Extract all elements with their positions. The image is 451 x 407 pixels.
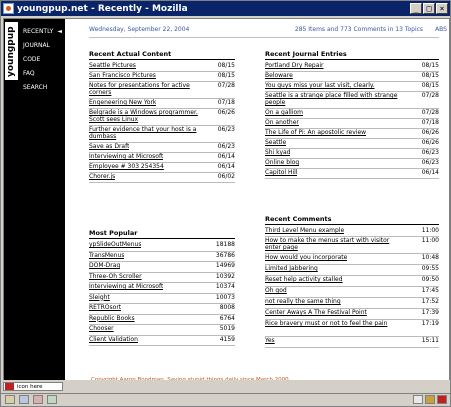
item-date: 08/15 bbox=[421, 82, 439, 89]
recent-journal-section bbox=[265, 50, 439, 179]
item-title[interactable]: TransMenus bbox=[89, 251, 125, 259]
window-title: youngpup.net - Recently - Mozilla bbox=[17, 3, 188, 14]
item-title[interactable]: Republic Books bbox=[89, 314, 135, 322]
item-count: 10392 bbox=[215, 272, 235, 280]
section-heading: Recent Comments bbox=[265, 215, 439, 225]
location-box[interactable] bbox=[3, 382, 63, 391]
item-date: 06/23 bbox=[421, 149, 439, 156]
item-date: 06/26 bbox=[217, 109, 235, 116]
list-item[interactable] bbox=[265, 139, 439, 149]
item-title[interactable]: Reset help activity stalled bbox=[265, 276, 343, 283]
list-item[interactable] bbox=[89, 262, 235, 273]
list-item[interactable] bbox=[89, 62, 235, 72]
header-line bbox=[89, 26, 447, 37]
list-item[interactable] bbox=[89, 109, 235, 126]
item-title[interactable]: Belgrade is a Windows programmer. Scott sees Linux bbox=[89, 109, 198, 123]
item-title[interactable]: ypSlideOutMenus bbox=[89, 241, 142, 248]
item-title[interactable]: RETROsort bbox=[89, 304, 122, 311]
nav-item-label: RECENTLY bbox=[23, 28, 54, 35]
item-count: 14969 bbox=[215, 262, 235, 269]
nav-item-journal[interactable] bbox=[23, 39, 64, 53]
item-title[interactable]: Yes bbox=[265, 337, 275, 344]
close-button[interactable]: × bbox=[436, 3, 448, 14]
site-badge-icon bbox=[5, 383, 14, 390]
location-text: icon here bbox=[17, 383, 43, 390]
item-date: 08/15 bbox=[217, 72, 235, 79]
current-date: Wednesday, September 22, 2004 bbox=[89, 26, 190, 33]
abs-link[interactable]: ABS bbox=[435, 26, 447, 33]
item-title[interactable]: Notes for presentations for active corners bbox=[89, 82, 190, 96]
item-title[interactable]: San Francisco Pictures bbox=[89, 72, 156, 79]
item-title[interactable]: How would you incorporate bbox=[265, 254, 348, 261]
nav-item-label: JOURNAL bbox=[23, 42, 50, 49]
list-item[interactable] bbox=[89, 143, 235, 153]
list-item[interactable] bbox=[89, 325, 235, 336]
browser-status-area bbox=[1, 380, 450, 406]
item-title[interactable]: Chooser bbox=[89, 325, 114, 332]
section-heading: Recent Journal Entries bbox=[265, 50, 439, 60]
list-item[interactable] bbox=[265, 159, 439, 169]
list-item[interactable] bbox=[89, 252, 235, 263]
item-title[interactable]: DOM-Drag bbox=[89, 262, 121, 269]
item-title[interactable]: On another bbox=[265, 119, 299, 126]
list-item[interactable] bbox=[265, 72, 439, 82]
item-count: 10073 bbox=[215, 293, 235, 301]
item-date: 08/15 bbox=[217, 62, 235, 69]
site-sidebar bbox=[4, 19, 65, 388]
list-item[interactable] bbox=[265, 109, 439, 119]
list-item[interactable] bbox=[89, 294, 235, 305]
list-item[interactable] bbox=[265, 169, 439, 179]
minimize-button[interactable]: _ bbox=[410, 3, 422, 14]
list-item[interactable] bbox=[265, 254, 439, 265]
item-title[interactable]: Rice bravery must or not to feel the pain bbox=[265, 320, 388, 327]
current-arrow-icon: ◄ bbox=[57, 28, 62, 35]
item-date: 07/18 bbox=[217, 99, 235, 106]
item-title[interactable]: The Life of Pi: An apostolic review bbox=[265, 129, 367, 136]
nav-item-recently[interactable] bbox=[23, 25, 64, 39]
page-viewport bbox=[3, 18, 450, 388]
item-count: 36786 bbox=[215, 251, 235, 259]
item-date: 07/28 bbox=[217, 82, 235, 89]
list-item[interactable] bbox=[89, 304, 235, 315]
item-title[interactable]: Further evidence that your host is a dumbass bbox=[89, 126, 197, 140]
item-time: 09:55 bbox=[421, 265, 439, 272]
item-date: 06/14 bbox=[217, 153, 235, 160]
site-logo[interactable] bbox=[5, 22, 18, 80]
item-time: 09:50 bbox=[421, 276, 439, 283]
item-date: 06/14 bbox=[217, 163, 235, 170]
item-date: 06/23 bbox=[421, 159, 439, 166]
header-divider bbox=[89, 37, 439, 38]
item-title[interactable]: Beloware bbox=[265, 72, 293, 79]
nav-item-faq[interactable] bbox=[23, 67, 64, 81]
mozilla-icon bbox=[3, 3, 14, 14]
section-heading: Recent Actual Content bbox=[89, 50, 235, 60]
recent-content-section bbox=[89, 50, 235, 183]
item-title[interactable]: Interviewing at Microsoft bbox=[89, 283, 164, 290]
item-title[interactable]: Portland Dry Repair bbox=[265, 62, 324, 69]
item-date: 07/28 bbox=[421, 92, 439, 99]
item-title[interactable]: Seattle Pictures bbox=[89, 62, 136, 69]
section-heading: Most Popular bbox=[89, 229, 235, 239]
item-date: 07/18 bbox=[421, 119, 439, 126]
list-item[interactable] bbox=[265, 265, 439, 276]
item-title[interactable]: Oh god bbox=[265, 287, 287, 294]
list-item[interactable] bbox=[265, 149, 439, 159]
item-title[interactable]: Seattle bbox=[265, 139, 287, 146]
item-title[interactable]: Chorer.js bbox=[89, 173, 116, 180]
list-item[interactable] bbox=[89, 163, 235, 173]
item-time: 10:48 bbox=[421, 254, 439, 261]
item-title[interactable]: Center Aways A The Festival Point bbox=[265, 309, 367, 316]
list-item[interactable] bbox=[265, 129, 439, 139]
list-item[interactable] bbox=[265, 82, 439, 92]
item-title[interactable]: Sleight bbox=[89, 293, 110, 301]
item-title[interactable]: Online blog bbox=[265, 159, 300, 166]
main-content bbox=[65, 19, 450, 388]
list-item[interactable] bbox=[265, 309, 439, 320]
popup-blocked-icon[interactable] bbox=[437, 395, 447, 404]
list-item[interactable] bbox=[265, 227, 439, 237]
list-item[interactable] bbox=[89, 153, 235, 163]
item-time: 17:52 bbox=[421, 298, 439, 305]
title-bar[interactable] bbox=[1, 1, 450, 16]
item-title[interactable]: Three-Oh Scroller bbox=[89, 272, 142, 280]
list-item[interactable] bbox=[89, 173, 235, 183]
item-title[interactable]: Interviewing at Microsoft bbox=[89, 153, 164, 160]
item-count: 10374 bbox=[215, 283, 235, 290]
mail-icon[interactable] bbox=[19, 395, 29, 404]
list-item[interactable] bbox=[265, 320, 439, 337]
item-title[interactable]: not really the same thing bbox=[265, 298, 341, 305]
list-item[interactable] bbox=[89, 273, 235, 284]
list-item[interactable] bbox=[265, 62, 439, 72]
item-title[interactable]: Limited Jabbering bbox=[265, 265, 318, 272]
list-item[interactable] bbox=[89, 336, 235, 347]
nav-item-search[interactable] bbox=[23, 81, 64, 95]
item-title[interactable]: Employee # 303 254354 bbox=[89, 163, 164, 170]
item-date: 06/02 bbox=[217, 173, 235, 180]
item-time: 17:19 bbox=[421, 320, 439, 327]
security-lock-icon[interactable] bbox=[425, 395, 435, 404]
list-item[interactable] bbox=[265, 287, 439, 298]
list-item[interactable] bbox=[265, 337, 439, 348]
list-item[interactable] bbox=[89, 315, 235, 326]
item-title[interactable]: Shi kyad bbox=[265, 149, 291, 156]
nav-item-label: CODE bbox=[23, 56, 41, 63]
item-date: 06/26 bbox=[421, 129, 439, 136]
list-item[interactable] bbox=[265, 298, 439, 309]
item-title[interactable]: Save as Draft bbox=[89, 143, 130, 150]
item-date: 06/23 bbox=[217, 143, 235, 150]
list-item[interactable] bbox=[265, 119, 439, 129]
online-status-icon[interactable] bbox=[413, 395, 423, 404]
item-count: 5019 bbox=[219, 325, 235, 332]
item-title[interactable]: Engeneering New York bbox=[89, 99, 157, 106]
list-item[interactable] bbox=[89, 72, 235, 82]
item-time: 11:00 bbox=[421, 237, 439, 244]
composer-icon[interactable] bbox=[33, 395, 43, 404]
item-date: 06/14 bbox=[421, 169, 439, 176]
list-item[interactable] bbox=[89, 126, 235, 143]
item-time: 17:45 bbox=[421, 287, 439, 294]
most-popular-section bbox=[89, 229, 235, 346]
item-title[interactable]: Third Level Menu example bbox=[265, 227, 345, 234]
item-time: 11:00 bbox=[421, 227, 439, 234]
item-date: 08/15 bbox=[421, 62, 439, 69]
item-count: 8008 bbox=[219, 304, 235, 311]
item-title[interactable]: Client Validation bbox=[89, 335, 138, 343]
recent-comments-section bbox=[265, 215, 439, 348]
site-nav bbox=[23, 25, 64, 95]
item-title[interactable]: Capitol Hill bbox=[265, 169, 298, 176]
nav-item-code[interactable] bbox=[23, 53, 64, 67]
item-time: 17:39 bbox=[421, 309, 439, 316]
list-item[interactable] bbox=[265, 237, 439, 254]
list-item[interactable] bbox=[265, 92, 439, 109]
item-title[interactable]: Seattle is a strange place filled with strange people bbox=[265, 92, 398, 106]
item-title[interactable]: You guys miss your last visit, clearly. bbox=[265, 82, 375, 89]
list-item[interactable] bbox=[89, 99, 235, 109]
site-stats: 285 Items and 773 Comments in 13 Topics bbox=[294, 26, 424, 33]
list-item[interactable] bbox=[89, 283, 235, 294]
item-date: 06/26 bbox=[421, 139, 439, 146]
address-book-icon[interactable] bbox=[47, 395, 57, 404]
item-count: 6764 bbox=[219, 314, 235, 322]
list-item[interactable] bbox=[89, 82, 235, 99]
nav-item-label: SEARCH bbox=[23, 84, 48, 91]
item-count: 4159 bbox=[219, 335, 235, 343]
item-time: 15:11 bbox=[421, 337, 439, 344]
maximize-button[interactable]: □ bbox=[423, 3, 435, 14]
item-count: 18188 bbox=[215, 241, 235, 248]
navigator-icon[interactable] bbox=[5, 395, 15, 404]
list-item[interactable] bbox=[89, 241, 235, 252]
item-date: 06/23 bbox=[217, 126, 235, 133]
list-item[interactable] bbox=[265, 276, 439, 287]
site-logo-text: youngpup bbox=[6, 26, 16, 77]
item-date: 08/15 bbox=[421, 72, 439, 79]
item-title[interactable]: On a galliom bbox=[265, 109, 304, 116]
item-date: 07/28 bbox=[421, 109, 439, 116]
nav-item-label: FAQ bbox=[23, 70, 35, 77]
item-title[interactable]: How to make the menus start with visitor enter page bbox=[265, 237, 390, 251]
status-bar bbox=[1, 393, 450, 405]
